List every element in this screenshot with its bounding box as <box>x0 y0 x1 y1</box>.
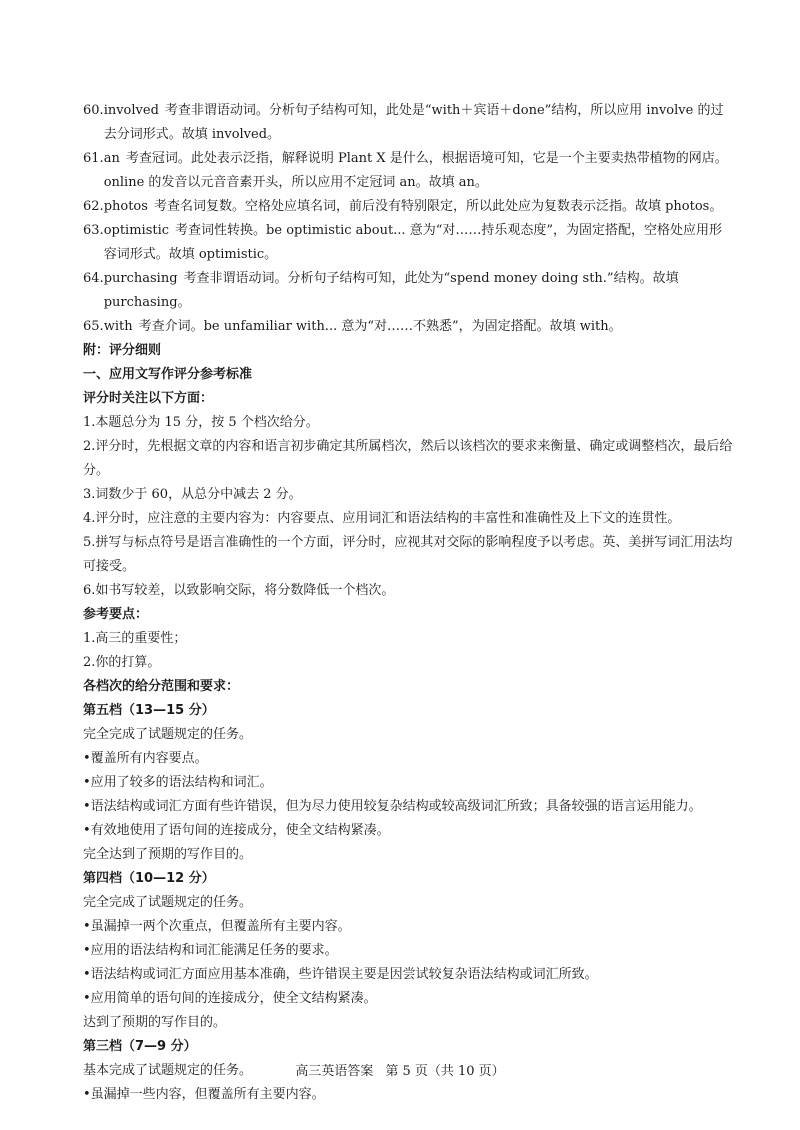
section-heading: 一、应用文写作评分参考标准 <box>83 367 253 382</box>
answer-number: 60. <box>83 103 104 118</box>
level-intro: 基本完成了试题规定的任务。 <box>83 1063 253 1078</box>
answer-item-65 <box>83 315 733 339</box>
level-outro: 完全达到了预期的写作目的。 <box>83 847 253 862</box>
level-criterion: •应用了较多的语法结构和词汇。 <box>83 775 273 790</box>
answer-word: optimistic <box>103 223 170 238</box>
answer-explanation: 考查非谓语动词。分析句子结构可知，此处是“with＋宾语＋done”结构，所以应用 involve 的过去分词形式。故填 involved。 <box>103 103 724 142</box>
level-criterion: •有效地使用了语句间的连接成分，使全文结构紧凑。 <box>83 823 390 838</box>
focus-heading: 评分时关注以下方面： <box>83 391 214 406</box>
answer-explanation: 考查词性转换。be optimistic about... 意为“对……持乐观态度”，为固定搭配，空格处应用形容词形式。故填 optimistic。 <box>103 223 722 262</box>
level-criterion: •语法结构或词汇方面有些许错误，但为尽力使用较复杂结构或较高级词汇所致；具备较强的语言运用能力。 <box>83 799 702 814</box>
answer-number: 65. <box>83 319 104 334</box>
level-criterion: •应用的语法结构和词汇能满足任务的要求。 <box>83 943 338 958</box>
answer-number: 62. <box>83 199 104 214</box>
point-item: 2.你的打算。 <box>83 655 161 670</box>
answer-explanation: 考查非谓语动词。分析句子结构可知，此处为“spend money doing sth.”结构。故填 purchasing。 <box>103 271 679 310</box>
answer-number: 61. <box>83 151 104 166</box>
answer-item-60 <box>83 99 733 147</box>
focus-item: 5.拼写与标点符号是语言准确性的一个方面，评分时，应视其对交际的影响程度予以考虑。英、美拼写词汇用法均可接受。 <box>83 535 733 574</box>
page-content <box>83 99 733 1107</box>
answer-word: purchasing <box>103 271 178 286</box>
answer-explanation: 考查介词。be unfamiliar with... 意为“对……不熟悉”，为固定搭配。故填 with。 <box>138 319 622 334</box>
answer-number: 64. <box>83 271 104 286</box>
answer-item-63 <box>83 219 733 267</box>
level-criterion: •覆盖所有内容要点。 <box>83 751 208 766</box>
answer-number: 63. <box>83 223 104 238</box>
answer-explanation: 考查名词复数。空格处应填名词，前后没有特别限定，所以此处应为复数表示泛指。故填 photos。 <box>153 199 723 214</box>
focus-item: 3.词数少于 60，从总分中减去 2 分。 <box>83 487 302 502</box>
level-outro: 达到了预期的写作目的。 <box>83 1015 227 1030</box>
footer-title: 高三英语答案 <box>295 1064 374 1079</box>
page-footer <box>0 1060 800 1079</box>
points-heading: 参考要点： <box>83 607 149 622</box>
answer-item-61 <box>83 147 733 195</box>
focus-item: 2.评分时，先根据文章的内容和语言初步确定其所属档次，然后以该档次的要求来衡量、确定或调整档次，最后给分。 <box>83 439 733 478</box>
footer-page-number: 第 5 页（共 10 页） <box>385 1064 505 1079</box>
answer-word: an <box>103 151 120 166</box>
answer-word: involved <box>103 103 159 118</box>
focus-item: 4.评分时，应注意的主要内容为：内容要点、应用词汇和语法结构的丰富性和准确性及上下文的连贯性。 <box>83 511 681 526</box>
level-criterion: •应用简单的语句间的连接成分，使全文结构紧凑。 <box>83 991 377 1006</box>
answer-explanation: 考查冠词。此处表示泛指，解释说明 Plant X 是什么，根据语境可知，它是一个主要卖热带植物的网店。online 的发音以元音音素开头，所以应用不定冠词 an。故填 an。 <box>103 151 728 190</box>
level-criterion: •虽漏掉一些内容，但覆盖所有主要内容。 <box>83 1087 325 1102</box>
focus-item: 1.本题总分为 15 分，按 5 个档次给分。 <box>83 415 319 430</box>
levels-heading: 各档次的给分范围和要求： <box>83 679 240 694</box>
level-intro: 完全完成了试题规定的任务。 <box>83 727 253 742</box>
focus-item: 6.如书写较差，以致影响交际，将分数降低一个档次。 <box>83 583 395 598</box>
answer-word: photos <box>103 199 148 214</box>
appendix-title: 附：评分细则 <box>83 343 162 358</box>
answer-item-62 <box>83 195 733 219</box>
answer-word: with <box>103 319 133 334</box>
level-criterion: •语法结构或词汇方面应用基本准确，些许错误主要是因尝试较复杂语法结构或词汇所致。 <box>83 967 598 982</box>
level-criterion: •虽漏掉一两个次重点，但覆盖所有主要内容。 <box>83 919 351 934</box>
point-item: 1.高三的重要性； <box>83 631 187 646</box>
level-title: 第五档（13—15 分） <box>83 703 215 718</box>
level-intro: 完全完成了试题规定的任务。 <box>83 895 253 910</box>
level-title: 第四档（10—12 分） <box>83 871 215 886</box>
answer-item-64 <box>83 267 733 315</box>
level-title: 第三档（7—9 分） <box>83 1039 197 1054</box>
